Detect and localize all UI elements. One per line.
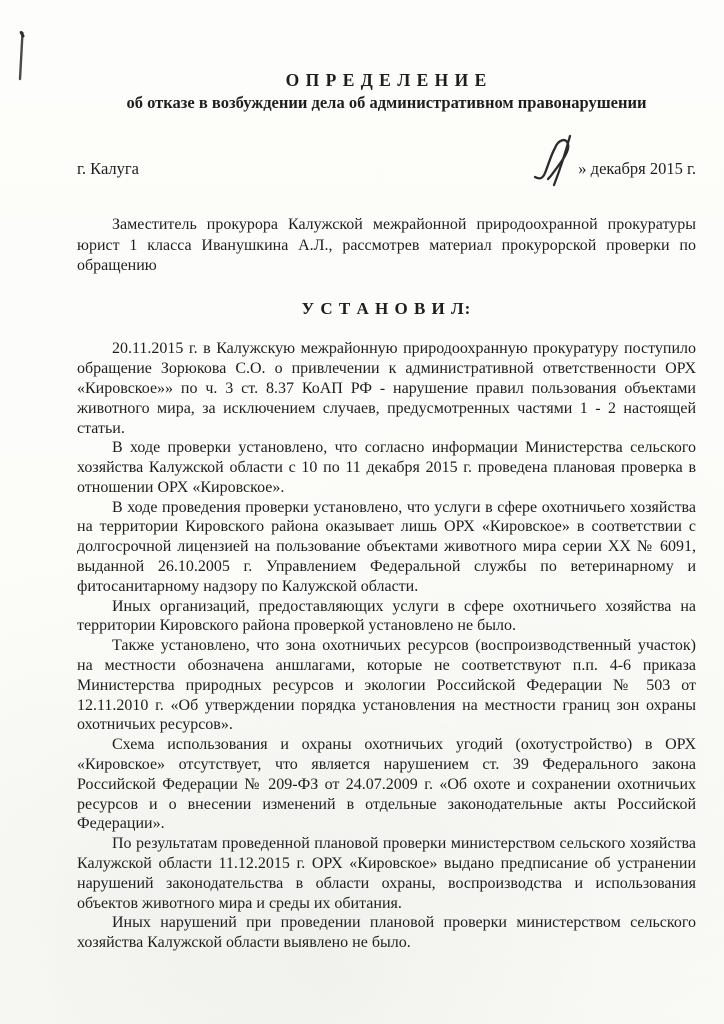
place-label: г. Калуга [77, 159, 139, 179]
place-date-row [77, 159, 696, 179]
document-subtitle: об отказе в возбуждении дела об административном правонарушении [126, 93, 647, 113]
document-body [77, 339, 696, 953]
body-paragraph: В ходе проверки установлено, что согласно информации Министерства сельского хозяйства Калужской области с 10 по 11 декабря 2015 г. проведена плановая проверка в отношении ОРХ «Кировское». [77, 439, 696, 496]
date-text: » декабря 2015 г. [578, 159, 696, 179]
body-paragraph: В ходе проведения проверки установлено, что услуги в сфере охотничьего хозяйства на территории Кировского района оказывает лишь ОРХ «Кировское» в соответствии с долгосрочной лицензией на пользование объектами животного мира серии ХХ № 6091, выданной 26.10.2005 г. Управлением Федеральной службы по ветеринарному и фитосанитарному надзору по Калужской области. [77, 498, 696, 595]
margin-pen-stroke-mark [16, 30, 28, 84]
date-block [538, 159, 696, 179]
body-paragraph: Схема использования и охраны охотничьих угодий (охотустройство) в ОРХ «Кировское» отсутствует, что является нарушением ст. 39 Федерального закона Российской Федерации № 209-ФЗ от 24.07.2009 г. «Об охоте и сохранении охотничьих ресурсов и о внесении изменений в отдельные законодательные акты Российской Федерации». [77, 736, 696, 833]
document-title: О П Р Е Д Е Л Е Н И Е [285, 70, 488, 90]
body-paragraph: 20.11.2015 г. в Калужскую межрайонную природоохранную прокуратуру поступило обращение Зорюкова С.О. о привлечении к административной ответственности ОРХ «Кировское»» по ч. 3 ст. 8.37 КоАП РФ - нарушение правил пользования объектами животного мира, за исключением случаев, предусмотренных частями 1 - 2 настоящей статьи. [77, 340, 696, 437]
established-heading: У С Т А Н О В И Л: [301, 299, 472, 319]
handwritten-day-mark [532, 131, 578, 191]
body-paragraph: Иных нарушений при проведении плановой проверки министерством сельского хозяйства Калужской области выявлено не было. [77, 914, 696, 952]
body-paragraph: Также установлено, что зона охотничьих ресурсов (воспроизводственный участок) на местности обозначена аншлагами, которые не соответствуют п.п. 4-6 приказа Министерства природных ресурсов и экологии Российской Федерации № 503 от 12.11.2010 г. «Об утверждении порядка установления на местности границ зон охраны охотничьих ресурсов». [77, 637, 696, 734]
body-paragraph: Иных организаций, предоставляющих услуги в сфере охотничьего хозяйства на территории Кировского района проверкой установлено не было. [77, 597, 696, 635]
intro-paragraph: Заместитель прокурора Калужской межрайонной природоохранной прокуратуры юрист 1 класса Иванушкина А.Л., рассмотрев материал прокурорской проверки по обращению [77, 216, 696, 274]
body-paragraph: По результатам проведенной плановой проверки министерством сельского хозяйства Калужской области 11.12.2015 г. ОРХ «Кировское» выдано предписание об устранении нарушений законодательства в области охраны, воспроизводства и использования объектов животного мира и среды их обитания. [77, 835, 696, 912]
